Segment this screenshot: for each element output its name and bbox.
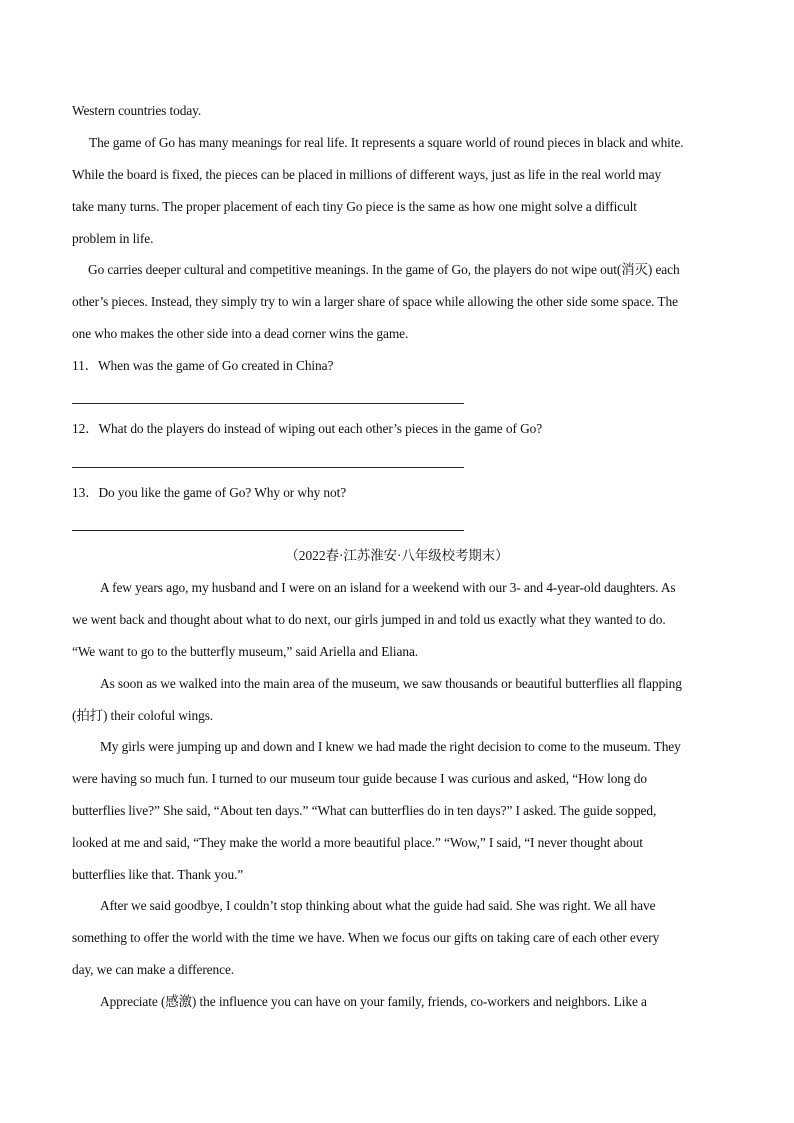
passage2-line: As soon as we walked into the main area of the museum, we saw thousands or beautiful butterflies all flapping <box>100 676 682 691</box>
answer-line-11[interactable] <box>72 403 464 404</box>
passage1-line: one who makes the other side into a dead corner wins the game. <box>72 326 409 341</box>
passage2-line: (拍打) their coloful wings. <box>72 708 214 723</box>
passage2-line: After we said goodbye, I couldn’t stop thinking about what the guide had said. She was right. We all have <box>100 898 656 913</box>
question-11: 11．When was the game of Go created in China? <box>72 358 334 373</box>
question-12: 12．What do the players do instead of wiping out each other’s pieces in the game of Go? <box>72 421 543 436</box>
passage2-line: Appreciate (感激) the influence you can have on your family, friends, co-workers and neighbors. Like a <box>100 994 647 1009</box>
source-heading: （2022春·江苏淮安·八年级校考期末） <box>285 548 509 563</box>
answer-line-12[interactable] <box>72 467 464 468</box>
passage2-line: A few years ago, my husband and I were on an island for a weekend with our 3- and 4-year-old daughters. As <box>100 580 676 595</box>
passage1-line: take many turns. The proper placement of each tiny Go piece is the same as how one might solve a difficult <box>72 199 637 214</box>
question-13: 13．Do you like the game of Go? Why or why not? <box>72 485 347 500</box>
passage2-line: butterflies like that. Thank you.” <box>72 867 244 882</box>
answer-line-13[interactable] <box>72 530 464 531</box>
passage2-line: My girls were jumping up and down and I knew we had made the right decision to come to the museum. They <box>100 739 681 754</box>
passage2-line: something to offer the world with the time we have. When we focus our gifts on taking care of each other every <box>72 930 660 945</box>
passage1-line: The game of Go has many meanings for real life. It represents a square world of round pieces in black and white. <box>89 135 684 150</box>
passage1-line: Go carries deeper cultural and competitive meanings. In the game of Go, the players do not wipe out(消灭) each <box>88 262 680 277</box>
passage1-line: problem in life. <box>72 231 154 246</box>
passage2-line: looked at me and said, “They make the world a more beautiful place.” “Wow,” I said, “I never thought about <box>72 835 643 850</box>
passage2-line: were having so much fun. I turned to our museum tour guide because I was curious and asked, “How long do <box>72 771 647 786</box>
passage2-line: day, we can make a difference. <box>72 962 235 977</box>
passage2-line: “We want to go to the butterfly museum,” said Ariella and Eliana. <box>72 644 419 659</box>
passage1-line: While the board is fixed, the pieces can be placed in millions of different ways, just as life in the real world may <box>72 167 662 182</box>
passage1-line: Western countries today. <box>72 103 202 118</box>
passage1-line: other’s pieces. Instead, they simply try to win a larger share of space while allowing the other side some space. The <box>72 294 678 309</box>
passage2-line: we went back and thought about what to do next, our girls jumped in and told us exactly what they wanted to do. <box>72 612 666 627</box>
passage2-line: butterflies live?” She said, “About ten days.” “What can butterflies do in ten days?” I asked. The guide sopped, <box>72 803 657 818</box>
